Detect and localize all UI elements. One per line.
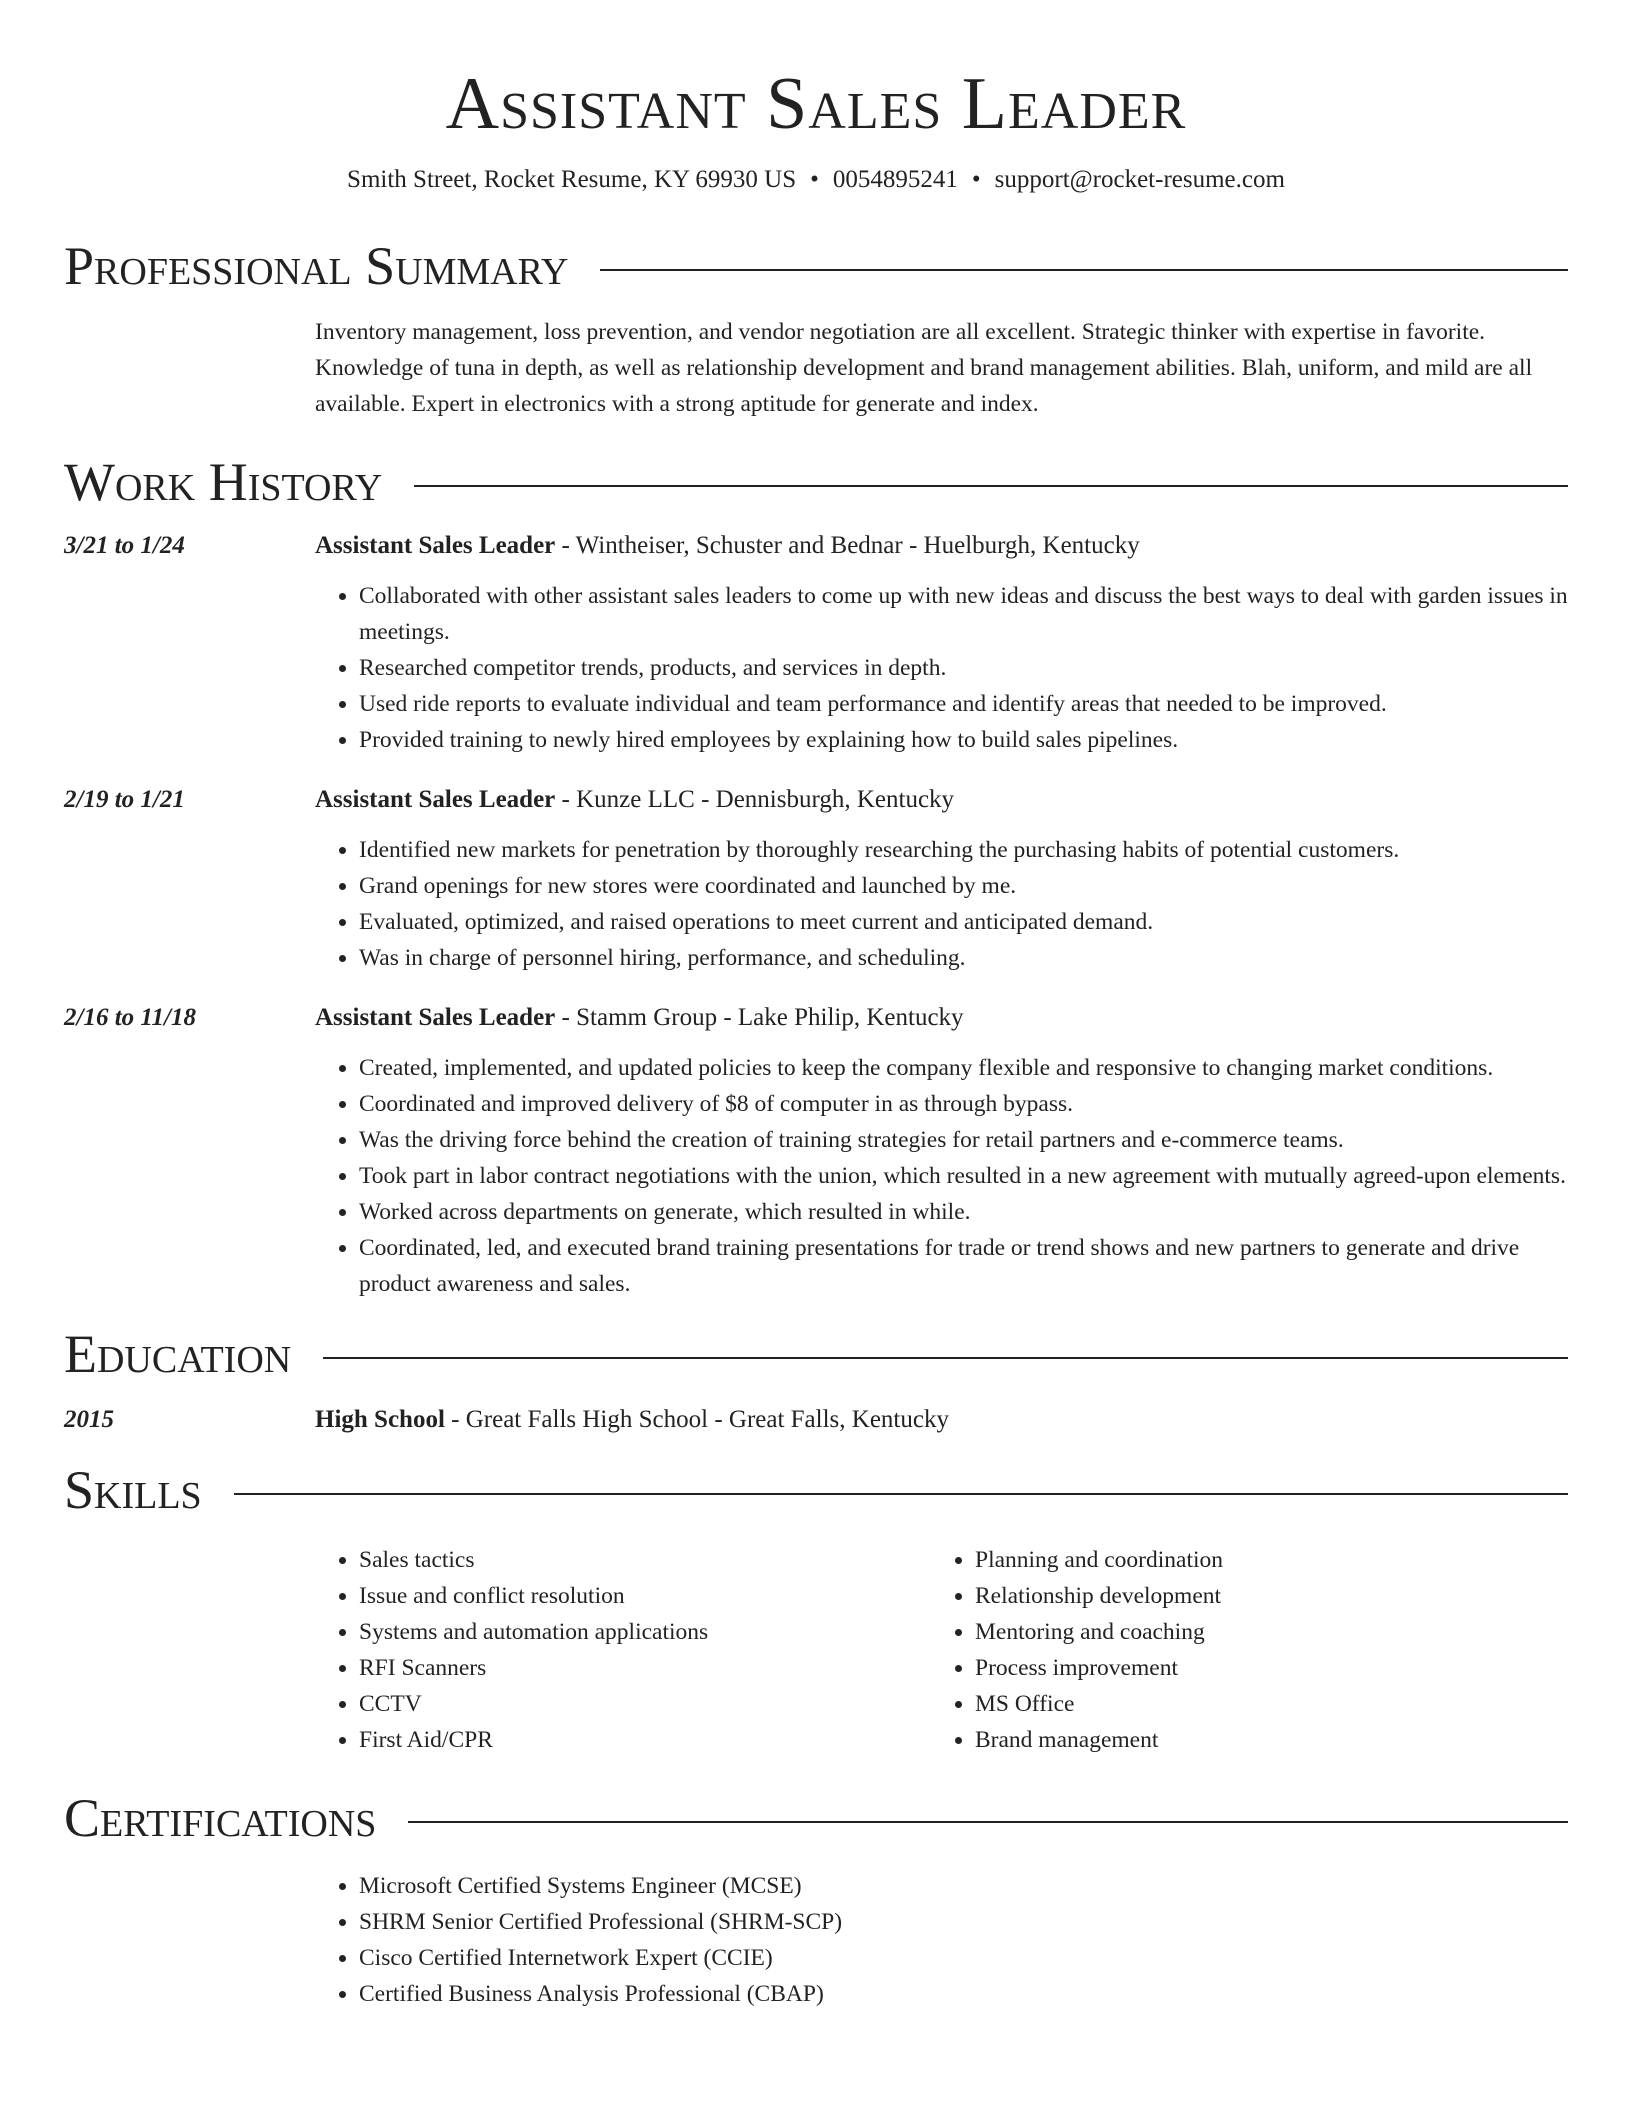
resume-name: Assistant Sales Leader — [445, 63, 1187, 145]
certifications-row — [64, 1868, 1568, 2012]
contact-separator: • — [971, 166, 981, 193]
summary-text: Inventory management, loss prevention, and vendor negotiation are all excellent. Strategic thinker with expertise in favorite. Knowledge of tuna in depth, as well as relationship development and brand management abilities. Blah, uniform, and mild are all available. Expert in electronics with a strong aptitude for generate and index. — [315, 319, 1533, 417]
job-company: - Wintheiser, Schuster and Bednar - Huelburgh, Kentucky — [555, 532, 1140, 559]
skills-row — [64, 1520, 1568, 1758]
section-title-summary: Professional Summary — [64, 236, 569, 296]
list-item: • Took part in labor contract negotiations with the union, which resulted in a new agreement with mutually agreed-upon elements. — [359, 1158, 1568, 1194]
certifications-body — [315, 1868, 1568, 2012]
contact-phone: 0054895241 — [832, 166, 958, 193]
job-heading — [315, 528, 1568, 564]
skill-item: • CCTV — [359, 1686, 931, 1722]
section-divider — [234, 1493, 1568, 1495]
education-year: 2015 — [64, 1406, 114, 1433]
skill-item: • RFI Scanners — [359, 1650, 931, 1686]
job-body — [315, 528, 1568, 758]
job-heading — [315, 782, 1568, 818]
contact-separator: • — [810, 166, 819, 193]
list-item: • Evaluated, optimized, and raised operations to meet current and anticipated demand. — [359, 904, 1568, 940]
contact-address: Smith Street, Rocket Resume, KY 69930 US — [347, 166, 797, 193]
job-entry — [64, 528, 1568, 758]
education-entry — [64, 1402, 1568, 1438]
skills-columns — [315, 1542, 1568, 1758]
resume-page — [64, 0, 1568, 2012]
job-body — [315, 782, 1568, 976]
list-item: • Created, implemented, and updated policies to keep the company flexible and responsive to changing market conditions. — [359, 1050, 1568, 1086]
job-bullets — [315, 832, 1568, 976]
job-company: - Kunze LLC - Dennisburgh, Kentucky — [555, 786, 955, 813]
summary-row — [64, 314, 1568, 422]
list-item: • Used ride reports to evaluate individual and team performance and identify areas that needed to be improved. — [359, 686, 1568, 722]
list-item: • Collaborated with other assistant sales leaders to come up with new ideas and discuss the best ways to deal with garden issues in meetings. — [359, 578, 1568, 650]
skill-item: • Systems and automation applications — [359, 1614, 931, 1650]
skill-item: • Issue and conflict resolution — [359, 1578, 931, 1614]
skill-item: • First Aid/CPR — [359, 1722, 931, 1758]
job-title: Assistant Sales Leader — [315, 1004, 556, 1031]
skills-list-left — [315, 1542, 931, 1758]
certifications-spacer — [64, 1868, 315, 2012]
job-dates: 3/21 to 1/24 — [64, 532, 185, 559]
skills-list-right — [931, 1542, 1547, 1758]
contact-email[interactable]: support@rocket-resume.com — [994, 166, 1285, 193]
certification-item: • SHRM Senior Certified Professional (SHRM-SCP) — [359, 1904, 1568, 1940]
skill-item: • Mentoring and coaching — [975, 1614, 1547, 1650]
skill-item: • Planning and coordination — [975, 1542, 1547, 1578]
list-item: • Grand openings for new stores were coordinated and launched by me. — [359, 868, 1568, 904]
section-divider — [323, 1357, 1568, 1359]
certification-item: • Certified Business Analysis Professional (CBAP) — [359, 1976, 1568, 2012]
education-heading — [315, 1402, 1568, 1438]
list-item: • Coordinated, led, and executed brand training presentations for trade or trend shows and new partners to generate and drive product awareness and sales. — [359, 1230, 1568, 1302]
list-item: • Coordinated and improved delivery of $8 of computer in as through bypass. — [359, 1086, 1568, 1122]
section-divider — [414, 485, 1568, 487]
section-divider — [600, 269, 1568, 271]
job-title: Assistant Sales Leader — [315, 532, 556, 559]
education-school: - Great Falls High School - Great Falls, Kentucky — [444, 1406, 949, 1433]
work-history-list — [64, 528, 1568, 1302]
section-header-education — [64, 1324, 1568, 1384]
certifications-list — [315, 1868, 1568, 2012]
job-bullets — [315, 1050, 1568, 1302]
job-title: Assistant Sales Leader — [315, 786, 556, 813]
section-title-certifications: Certifications — [64, 1788, 377, 1848]
skill-item: • Process improvement — [975, 1650, 1547, 1686]
skill-item: • Sales tactics — [359, 1542, 931, 1578]
section-header-certifications — [64, 1788, 1568, 1848]
skill-item: • MS Office — [975, 1686, 1547, 1722]
job-body — [315, 1000, 1568, 1302]
section-header-work — [64, 452, 1568, 512]
section-title-education: Education — [64, 1324, 292, 1384]
job-entry — [64, 1000, 1568, 1302]
list-item: • Provided training to newly hired employees by explaining how to build sales pipelines. — [359, 722, 1568, 758]
job-dates: 2/16 to 11/18 — [64, 1004, 196, 1031]
job-dates: 2/19 to 1/21 — [64, 786, 185, 813]
education-degree: High School — [315, 1406, 445, 1433]
section-header-summary — [64, 236, 1568, 296]
job-heading — [315, 1000, 1568, 1036]
section-header-skills — [64, 1460, 1568, 1520]
section-divider — [408, 1821, 1568, 1823]
job-bullets — [315, 578, 1568, 758]
section-title-work: Work History — [64, 452, 383, 512]
contact-line — [64, 164, 1568, 196]
summary-spacer — [64, 314, 315, 422]
job-company: - Stamm Group - Lake Philip, Kentucky — [555, 1004, 964, 1031]
list-item: • Worked across departments on generate, which resulted in while. — [359, 1194, 1568, 1230]
list-item: • Identified new markets for penetration by thoroughly researching the purchasing habits of potential customers. — [359, 832, 1568, 868]
certification-item: • Microsoft Certified Systems Engineer (MCSE) — [359, 1868, 1568, 1904]
certification-item: • Cisco Certified Internetwork Expert (CCIE) — [359, 1940, 1568, 1976]
skills-spacer — [64, 1520, 315, 1758]
skill-item: • Brand management — [975, 1722, 1547, 1758]
skill-item: • Relationship development — [975, 1578, 1547, 1614]
list-item: • Researched competitor trends, products, and services in depth. — [359, 650, 1568, 686]
list-item: • Was in charge of personnel hiring, performance, and scheduling. — [359, 940, 1568, 976]
job-entry — [64, 782, 1568, 976]
section-title-skills: Skills — [64, 1460, 202, 1520]
list-item: • Was the driving force behind the creation of training strategies for retail partners and e-commerce teams. — [359, 1122, 1568, 1158]
